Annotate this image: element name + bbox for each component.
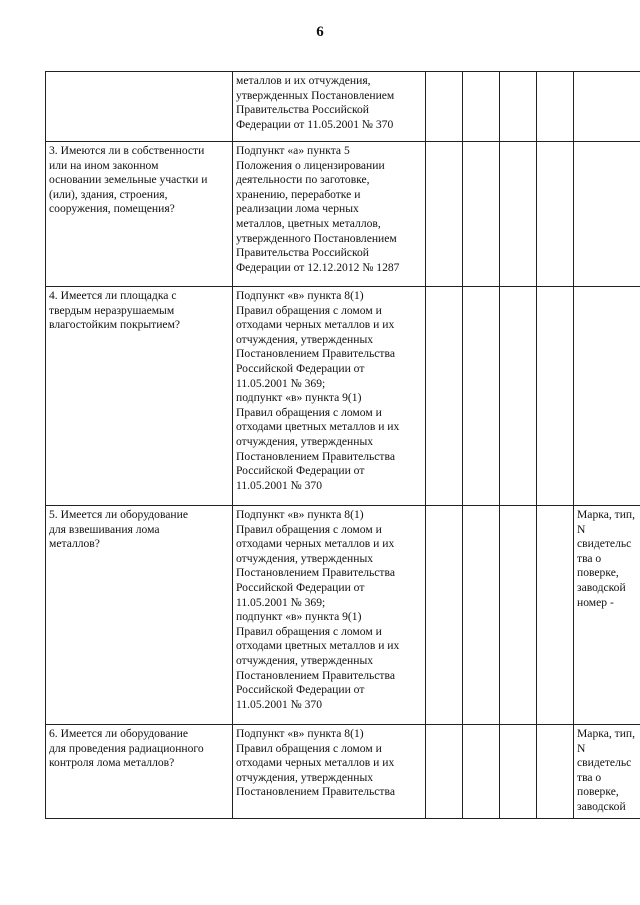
cell-text-line: основании земельные участки и: [49, 173, 208, 187]
cell-text-line: хранению, переработке и: [236, 187, 361, 201]
cell-text-line: Положения о лицензировании: [236, 158, 385, 172]
cell-text-line: для проведения радиационного: [49, 741, 204, 755]
cell-text-line: поверке,: [577, 566, 619, 580]
cell-text-line: для взвешивания лома: [49, 522, 160, 536]
cell-text-line: отходами черных металлов и их: [236, 318, 395, 332]
empty-cell: [426, 506, 463, 725]
cell-text-line: отчуждения, утвержденных: [236, 332, 374, 346]
cell-text-line: Постановлением Правительства: [236, 347, 395, 361]
cell-text-line: отходами черных металлов и их: [236, 756, 395, 770]
cell-text-line: Российской Федерации от: [236, 580, 365, 594]
cell-text-line: Подпункт «в» пункта 8(1): [236, 289, 364, 302]
question-cell: [46, 506, 233, 725]
cell-text-line: заводской: [577, 580, 626, 594]
cell-text-line: Правил обращения с ломом и: [236, 405, 382, 419]
cell-text-line: Марка, тип,: [577, 727, 636, 740]
table-row: [46, 142, 640, 287]
cell-text-line: металлов и их отчуждения,: [236, 74, 371, 87]
note-cell: [574, 72, 640, 142]
cell-text-line: Постановлением Правительства: [236, 449, 395, 463]
cell-text-line: Постановлением Правительства: [236, 668, 395, 682]
cell-text-line: Правительства Российской: [236, 246, 369, 260]
cell-text-line: Постановлением Правительства: [236, 566, 395, 580]
cell-text-line: Подпункт «в» пункта 8(1): [236, 727, 364, 740]
question-cell: [46, 287, 233, 506]
cell-text-line: 5. Имеется ли оборудование: [49, 508, 188, 521]
cell-text-line: 3. Имеются ли в собственности: [49, 144, 205, 157]
empty-cell: [500, 72, 537, 142]
basis-cell: [233, 72, 426, 142]
empty-cell: [463, 506, 500, 725]
cell-text-line: Марка, тип,: [577, 508, 636, 521]
cell-text-line: контроля лома металлов?: [49, 756, 175, 770]
cell-text-line: Правил обращения с ломом и: [236, 522, 382, 536]
cell-text-line: металлов?: [49, 537, 100, 551]
empty-cell: [537, 287, 574, 506]
cell-text-line: (или), здания, строения,: [49, 187, 168, 201]
cell-text-line: N: [577, 741, 586, 755]
cell-text-line: 11.05.2001 № 370: [236, 697, 322, 711]
empty-cell: [500, 142, 537, 287]
cell-text-line: Российской Федерации от: [236, 464, 365, 478]
basis-cell: [233, 725, 426, 819]
table-row: [46, 72, 640, 142]
cell-text-line: твердым неразрушаемым: [49, 303, 175, 317]
checklist-table: [45, 71, 640, 819]
cell-text-line: 4. Имеется ли площадка с: [49, 289, 177, 302]
cell-text-line: номер -: [577, 595, 614, 609]
empty-cell: [426, 725, 463, 819]
empty-cell: [426, 72, 463, 142]
cell-text-line: или на ином законном: [49, 158, 159, 172]
question-cell: [46, 725, 233, 819]
cell-text-line: свидетельс: [577, 537, 632, 551]
cell-text-line: утвержденного Постановлением: [236, 231, 397, 245]
empty-cell: [426, 142, 463, 287]
empty-cell: [500, 725, 537, 819]
note-cell: [574, 142, 640, 287]
basis-cell: [233, 287, 426, 506]
cell-text-line: Федерации от 11.05.2001 № 370: [236, 117, 394, 131]
empty-cell: [537, 506, 574, 725]
empty-cell: [500, 506, 537, 725]
basis-cell: [233, 506, 426, 725]
cell-text-line: Подпункт «а» пункта 5: [236, 144, 350, 157]
cell-text-line: 11.05.2001 № 369;: [236, 595, 326, 609]
cell-text-line: тва о: [577, 551, 602, 565]
cell-text-line: Постановлением Правительства: [236, 785, 395, 799]
cell-text-line: Российской Федерации от: [236, 683, 365, 697]
cell-text-line: Правил обращения с ломом и: [236, 624, 382, 638]
cell-text-line: Правил обращения с ломом и: [236, 741, 382, 755]
cell-text-line: отчуждения, утвержденных: [236, 770, 374, 784]
question-cell: [46, 142, 233, 287]
cell-text-line: отходами цветных металлов и их: [236, 420, 400, 434]
note-cell: [574, 287, 640, 506]
empty-cell: [426, 287, 463, 506]
cell-text-line: утвержденных Постановлением: [236, 88, 395, 102]
page-number: 6: [316, 24, 324, 40]
table-row: [46, 725, 640, 819]
basis-cell: [233, 142, 426, 287]
cell-text-line: Российской Федерации от: [236, 361, 365, 375]
cell-text-line: 11.05.2001 № 370: [236, 478, 322, 492]
cell-text-line: подпункт «в» пункта 9(1): [236, 610, 362, 624]
empty-cell: [463, 142, 500, 287]
table-row: [46, 506, 640, 725]
cell-text-line: деятельности по заготовке,: [236, 173, 370, 187]
cell-text-line: 6. Имеется ли оборудование: [49, 727, 188, 740]
note-cell: [574, 506, 640, 725]
cell-text-line: подпункт «в» пункта 9(1): [236, 391, 362, 405]
empty-cell: [463, 287, 500, 506]
cell-text-line: отходами черных металлов и их: [236, 537, 395, 551]
table-row: [46, 287, 640, 506]
cell-text-line: Правил обращения с ломом и: [236, 303, 382, 317]
cell-text-line: Правительства Российской: [236, 103, 369, 117]
cell-text-line: реализации лома черных: [236, 202, 359, 216]
cell-text-line: отчуждения, утвержденных: [236, 434, 374, 448]
cell-text-line: отчуждения, утвержденных: [236, 653, 374, 667]
cell-text-line: Федерации от 12.12.2012 № 1287: [236, 260, 400, 274]
cell-text-line: заводской: [577, 799, 626, 813]
note-cell: [574, 725, 640, 819]
cell-text-line: N: [577, 522, 586, 536]
cell-text-line: 11.05.2001 № 369;: [236, 376, 326, 390]
cell-text-line: сооружения, помещения?: [49, 202, 175, 216]
empty-cell: [463, 725, 500, 819]
cell-text-line: свидетельс: [577, 756, 632, 770]
cell-text-line: тва о: [577, 770, 602, 784]
empty-cell: [537, 72, 574, 142]
empty-cell: [537, 725, 574, 819]
empty-cell: [463, 72, 500, 142]
cell-text-line: влагостойким покрытием?: [49, 318, 181, 332]
cell-text-line: Подпункт «в» пункта 8(1): [236, 508, 364, 521]
empty-cell: [500, 287, 537, 506]
cell-text-line: металлов, цветных металлов,: [236, 216, 381, 230]
cell-text-line: поверке,: [577, 785, 619, 799]
cell-text-line: отходами цветных металлов и их: [236, 639, 400, 653]
empty-cell: [537, 142, 574, 287]
cell-text-line: отчуждения, утвержденных: [236, 551, 374, 565]
question-cell: [46, 72, 233, 142]
